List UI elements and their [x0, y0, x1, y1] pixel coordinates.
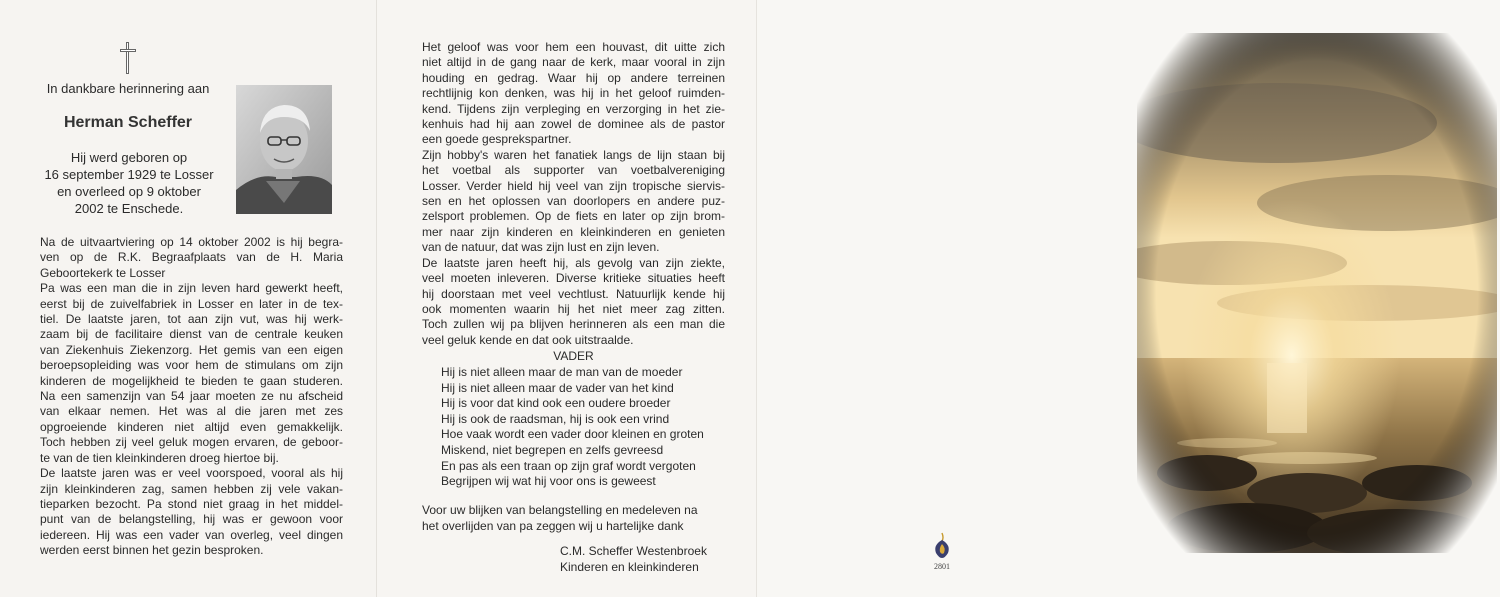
obituary-line: Het geloof was voor hem een houvast, dit uitte zich	[422, 40, 725, 54]
middle-panel	[376, 0, 757, 597]
obituary-line: tiel. De laatste jaren, tot aan zijn vut, was hij werk-	[40, 312, 343, 327]
obituary-line: beroepsopleiding was voor hem de stimulans om zijn	[40, 358, 343, 373]
obituary-line: eerst bij de zuivelfabriek in Losser en later in de tex-	[40, 296, 343, 311]
obituary-line: te van de tien kleinkinderen droeg hiertoe bij.	[40, 450, 279, 465]
thanks-line: het overlijden van pa zeggen wij u hartelijke dank	[422, 518, 684, 533]
obituary-line: zijn kleinkinderen zag, samen hebben zij vele vakan-	[40, 481, 343, 496]
poem-title: VADER	[553, 349, 594, 363]
obituary-line: tieparken bezocht. Pa stond niet graag in het middel-	[40, 496, 343, 511]
flame-leaf-logo-icon	[931, 532, 953, 558]
thanks-text	[422, 503, 725, 534]
dedication-text: In dankbare herinnering aan	[46, 81, 210, 96]
obituary-line: sen en het oplossen van doorlopers en andere puz-	[422, 194, 725, 209]
obituary-line: kinderen de mogelijkheid te bieden te gaan studeren.	[40, 373, 343, 388]
right-panel	[756, 0, 1500, 597]
left-panel	[0, 0, 376, 597]
obituary-line: veel moeten inleveren. Diverse kritieke situaties heeft	[422, 271, 725, 286]
portrait-photo	[236, 85, 332, 214]
signature	[560, 544, 707, 575]
obituary-line: houding en gedrag. Waar hij op andere terreinen	[422, 70, 725, 85]
obituary-line: zelsport problemen. Op de fiets en later op zijn brom-	[422, 209, 725, 224]
obituary-line: mer naar zijn kinderen en kleinkinderen en genieten	[422, 224, 725, 239]
poem-line: Miskend, niet begrepen en zelfs gevreesd	[441, 442, 664, 457]
obituary-line: het voetbal als supporter van voetbalvereniging	[422, 163, 725, 178]
deceased-name: Herman Scheffer	[63, 114, 193, 131]
birth-death-info	[14, 149, 244, 217]
obituary-line: Toch hebben zij veel geluk mogen ervaren, de geboor-	[40, 435, 343, 450]
obituary-line: Pa was een man die in zijn leven hard gewerkt heeft,	[40, 281, 343, 296]
birth-line: 16 september 1929 te Losser	[44, 167, 214, 182]
obituary-line: kenhuis had hij aan zowel de dominee als de pastor	[422, 117, 725, 132]
obituary-line: Na een samenzijn van 54 jaar moeten ze nu afscheid	[40, 389, 343, 404]
obituary-line: De laatste jaren was er veel voorspoed, vooral als hij	[40, 466, 343, 481]
poem-line: Hij is niet alleen maar de man van de moeder	[441, 365, 683, 379]
obituary-line: punt van de belangstelling, hij was er gewoon voor	[40, 512, 343, 527]
obituary-line: Zijn hobby's waren het fanatiek langs de lijn staan bij	[422, 147, 725, 162]
obituary-line: Geboortekerk te Losser	[40, 265, 166, 280]
obituary-line: een goede gesprekspartner.	[422, 132, 572, 147]
obituary-text-middle	[422, 40, 725, 348]
poem-line: Hij is voor dat kind ook een oudere broeder	[441, 396, 671, 411]
card-number: 2801	[934, 562, 950, 571]
obituary-line: Na de uitvaartviering op 14 oktober 2002 is hij begra-	[40, 235, 343, 249]
obituary-text-left	[40, 235, 343, 559]
cross-icon	[120, 42, 136, 74]
obituary-line: rechtlijnig kon denken, was hij in het geloof ruimden-	[422, 86, 725, 101]
obituary-line: De laatste jaren heeft hij, als gevolg van zijn ziekte,	[422, 255, 725, 270]
poem-line: En pas als een traan op zijn graf wordt vergoten	[441, 458, 696, 473]
signature-line: Kinderen en kleinkinderen	[560, 559, 699, 574]
obituary-line: ook momenten waarin hij het niet meer zag zitten.	[422, 301, 725, 316]
poem-line: Hoe vaak wordt een vader door kleinen en groten	[441, 427, 704, 442]
poem	[441, 365, 704, 490]
obituary-line: van elkaar nemen. Het was al die jaren met zes	[40, 404, 343, 419]
obituary-line: niet altijd in de gang naar de kerk, maar vooral in zijn	[422, 55, 725, 70]
obituary-line: ven op de R.K. Begraafplaats van de H. Maria	[40, 250, 343, 265]
obituary-line: zaam bij de facilitaire dienst van de centrale keuken	[40, 327, 343, 342]
poem-line: Begrijpen wij wat hij voor ons is geweest	[441, 474, 656, 489]
poem-line: Hij is ook de raadsman, hij is ook een vrind	[441, 411, 670, 426]
obituary-line: hij doorstaan met veel vechtlust. Natuurlijk kende hij	[422, 286, 725, 301]
obituary-line: Losser. Verder hield hij veel van zijn tropische siervis-	[422, 178, 725, 193]
signature-line: C.M. Scheffer Westenbroek	[560, 544, 707, 558]
birth-line: Hij werd geboren op	[70, 150, 188, 165]
thanks-line: Voor uw blijken van belangstelling en medeleven na	[422, 503, 698, 517]
obituary-line: Toch zullen wij pa blijven herinneren als een man die	[422, 317, 725, 332]
portrait-illustration	[236, 85, 332, 214]
poem-line: Hij is niet alleen maar de vader van het kind	[441, 380, 674, 395]
obituary-line: opgroeiende kinderen niet altijd even gemakkelijk.	[40, 419, 343, 434]
obituary-line: van de natuur, dat was zijn lust en zijn leven.	[422, 240, 660, 255]
obituary-line: kend. Tijdens zijn verpleging en verzorging in het zie-	[422, 101, 725, 116]
obituary-line: iedereen. Hij was een vader van overleg, veel dingen	[40, 527, 343, 542]
obituary-line: van Ziekenhuis Ziekenzorg. Het gemis van een eigen	[40, 342, 343, 357]
birth-line: en overleed op 9 oktober	[57, 184, 201, 199]
obituary-line: werden eerst binnen het gezin besproken.	[40, 543, 264, 558]
obituary-line: veel geluk kende en dat ook uitstraalde.	[422, 332, 634, 347]
birth-line: 2002 te Enschede.	[74, 201, 184, 216]
sunset-photo	[1137, 33, 1497, 553]
